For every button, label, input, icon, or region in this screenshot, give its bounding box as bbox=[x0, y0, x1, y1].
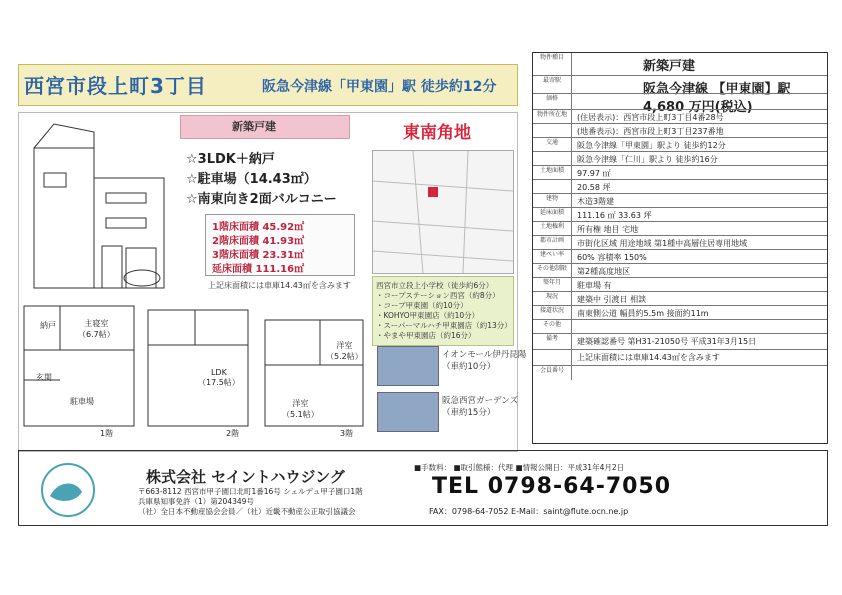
table-divider bbox=[571, 94, 572, 110]
page-title: 西宮市段上町3丁目 bbox=[24, 74, 207, 98]
table-row-value: 4,680 万円(税込) bbox=[643, 100, 753, 115]
table-row bbox=[533, 75, 827, 97]
table-divider bbox=[571, 306, 572, 320]
table-row-value: 市街化区域 用途地域 第1種中高層住居専用地域 bbox=[577, 239, 748, 248]
table-row-label: 都市計画 bbox=[539, 237, 564, 244]
floor-label: 2階 bbox=[226, 429, 240, 438]
company-license: 兵庫県知事免許（1）第204349号 bbox=[138, 497, 254, 506]
table-row-label: 土地権利 bbox=[539, 223, 564, 230]
table-row-label: 物件所在地 bbox=[536, 111, 567, 118]
table-divider bbox=[571, 334, 572, 350]
table-row-value: 木造3階建 bbox=[577, 197, 615, 206]
table-divider bbox=[571, 166, 572, 180]
table-row bbox=[533, 109, 827, 124]
photo-caption: 阪急西宮ガーデンズ （車約15分） bbox=[442, 396, 519, 418]
table-row-label: その他 bbox=[542, 321, 561, 328]
table-row bbox=[533, 365, 827, 380]
page-subtitle: 阪急今津線「甲東園」駅 徒歩約12分 bbox=[262, 79, 497, 95]
table-row-label: 交通 bbox=[545, 139, 558, 146]
table-row-label: 物件種目 bbox=[539, 54, 564, 61]
table-row-label: 備考 bbox=[545, 335, 558, 342]
photo-aeon bbox=[377, 346, 439, 386]
table-row bbox=[533, 305, 827, 320]
poi-item: ・やまや甲東園店（約16分） bbox=[376, 331, 476, 340]
table-row bbox=[533, 221, 827, 236]
table-row-value: 阪急今津線 【甲東園】駅 bbox=[643, 82, 791, 97]
table-row-value: 阪急今津線「甲東園」駅より 徒歩約12分 bbox=[577, 141, 726, 150]
table-row bbox=[533, 319, 827, 334]
phone-number[interactable]: TEL 0798-64-7050 bbox=[432, 474, 672, 499]
table-row-value: 駐車場 有 bbox=[577, 281, 612, 290]
table-row bbox=[533, 165, 827, 180]
table-row-value: 阪急今津線「仁川」駅より 徒歩約16分 bbox=[577, 155, 718, 164]
table-row-value: 建築中 引渡日 相談 bbox=[577, 295, 647, 304]
feature-2: ☆駐車場（14.43㎡） bbox=[186, 172, 317, 187]
table-divider bbox=[571, 76, 572, 94]
company-address: 〒663-8112 西宮市甲子園口北町1番16号 シェルデュ甲子園口1階 bbox=[138, 487, 363, 496]
table-row-label: 接道状況 bbox=[539, 307, 564, 314]
map-drawing bbox=[373, 151, 513, 273]
table-divider bbox=[571, 250, 572, 264]
poi-item: ・KOHYO甲東園店（約10分） bbox=[376, 311, 480, 320]
table-row bbox=[533, 123, 827, 138]
table-row-label: 建物 bbox=[545, 195, 558, 202]
banner-label: 新築戸建 bbox=[232, 120, 276, 133]
table-row-label: 会員番号 bbox=[539, 367, 564, 374]
table-divider bbox=[571, 138, 572, 152]
table-divider bbox=[571, 152, 572, 166]
table-row-label: 最寄駅 bbox=[542, 77, 561, 84]
poi-item: ・スーパーマルハチ甲東園店（約13分） bbox=[376, 321, 512, 330]
transaction-info: ■手数料： ■取引態様：代理 ■情報公開日：平成31年4月2日 bbox=[414, 463, 625, 472]
table-row-label: 建ぺい率 bbox=[539, 251, 564, 258]
table-row bbox=[533, 137, 827, 152]
table-row-value: 111.16 ㎡ 33.63 坪 bbox=[577, 211, 652, 220]
table-row-value: 新築戸建 bbox=[643, 59, 696, 74]
table-divider bbox=[571, 350, 572, 366]
table-row-label: 築年月 bbox=[542, 279, 561, 286]
exterior-drawing bbox=[24, 118, 174, 296]
table-row-value: 上記床面積には車庫14.43㎡を含みます bbox=[577, 353, 720, 362]
table-divider bbox=[571, 208, 572, 222]
table-row bbox=[533, 207, 827, 222]
floor-area-3: 3階床面積 23.31㎡ bbox=[212, 250, 305, 261]
table-row bbox=[533, 151, 827, 166]
table-divider bbox=[571, 180, 572, 194]
table-row-label: 延床面積 bbox=[539, 209, 564, 216]
poi-item: ・コープステーション西宮（約8分） bbox=[376, 291, 500, 300]
table-row-value: (住居表示)：西宮市段上町3丁目4番28号 bbox=[577, 113, 724, 122]
table-row bbox=[533, 277, 827, 292]
table-row-value: (地番表示)：西宮市段上町3丁目237番地 bbox=[577, 127, 724, 136]
room-label: LDK （17.5帖） bbox=[198, 368, 240, 387]
room-label: 駐車場 bbox=[70, 397, 94, 406]
room-label: 主寝室 （6.7帖） bbox=[78, 319, 115, 339]
table-divider bbox=[571, 110, 572, 124]
table-row-label: 価格 bbox=[545, 95, 558, 102]
poi-item: ・コープ甲東園（約10分） bbox=[376, 301, 468, 310]
location-map bbox=[372, 150, 514, 274]
floor-label: 1階 bbox=[100, 429, 114, 438]
floor-area-1: 1階床面積 45.92㎡ bbox=[212, 222, 305, 233]
table-divider bbox=[571, 320, 572, 334]
table-row bbox=[533, 263, 827, 278]
feature-1: ☆3LDK＋納戸 bbox=[186, 152, 275, 167]
floor-label: 3階 bbox=[340, 429, 354, 438]
table-row-value: 20.58 坪 bbox=[577, 183, 611, 192]
floor-area-2: 2階床面積 41.93㎡ bbox=[212, 236, 305, 247]
table-row bbox=[533, 333, 827, 350]
table-row bbox=[533, 53, 827, 75]
table-row bbox=[533, 193, 827, 208]
table-row-value: 所有権 地目 宅地 bbox=[577, 225, 639, 234]
company-logo-icon bbox=[32, 462, 104, 518]
property-table bbox=[532, 52, 828, 444]
feature-3: ☆南東向き2面バルコニー bbox=[186, 192, 337, 207]
photo-gardens bbox=[377, 392, 439, 432]
table-divider bbox=[571, 53, 572, 75]
corner-label: 東南角地 bbox=[403, 123, 471, 143]
table-row-value: 97.97 ㎡ bbox=[577, 169, 611, 178]
floor-area-total: 延床面積 111.16㎡ bbox=[212, 264, 305, 275]
table-divider bbox=[571, 194, 572, 208]
table-row bbox=[533, 249, 827, 264]
table-divider bbox=[571, 222, 572, 236]
table-divider bbox=[571, 124, 572, 138]
room-label: 洋室 （5.1帖） bbox=[282, 399, 319, 419]
table-row bbox=[533, 179, 827, 194]
table-divider bbox=[571, 366, 572, 380]
area-note: 上記床面積には車庫14.43㎡を含みます bbox=[208, 281, 351, 290]
table-divider bbox=[571, 278, 572, 292]
table-row-label: 現況 bbox=[545, 293, 558, 300]
table-row-label: 土地面積 bbox=[539, 167, 564, 174]
table-divider bbox=[571, 264, 572, 278]
table-row bbox=[533, 235, 827, 250]
company-association: （社）全日本不動産協会会員／（社）近畿不動産公正取引協議会 bbox=[138, 507, 356, 516]
table-row-value: 南東側公道 幅員約5.5m 接面約11m bbox=[577, 309, 709, 318]
room-label: 洋室 （5.2帖） bbox=[326, 341, 363, 361]
table-row bbox=[533, 291, 827, 306]
table-row-value: 第2種高度地区 bbox=[577, 267, 631, 276]
photo-caption: イオンモール伊丹昆陽 （車約10分） bbox=[442, 350, 527, 372]
poi-item: 西宮市立段上小学校（徒歩約6分） bbox=[376, 281, 494, 290]
room-label: 玄関 bbox=[36, 373, 52, 382]
table-row-value: 60% 容積率 150% bbox=[577, 253, 647, 262]
table-divider bbox=[571, 236, 572, 250]
table-divider bbox=[571, 292, 572, 306]
fax-email: FAX：0798-64-7052 E-Mail：saint@flute.ocn.ne.jp bbox=[429, 507, 629, 516]
table-row-label: その他制限 bbox=[536, 265, 567, 272]
table-row-value: 建築確認番号 第H31-21050号 平成31年3月15日 bbox=[577, 337, 757, 346]
room-label: 納戸 bbox=[40, 321, 56, 330]
company-name: 株式会社 セイントハウジング bbox=[146, 468, 345, 486]
table-row bbox=[533, 349, 827, 366]
